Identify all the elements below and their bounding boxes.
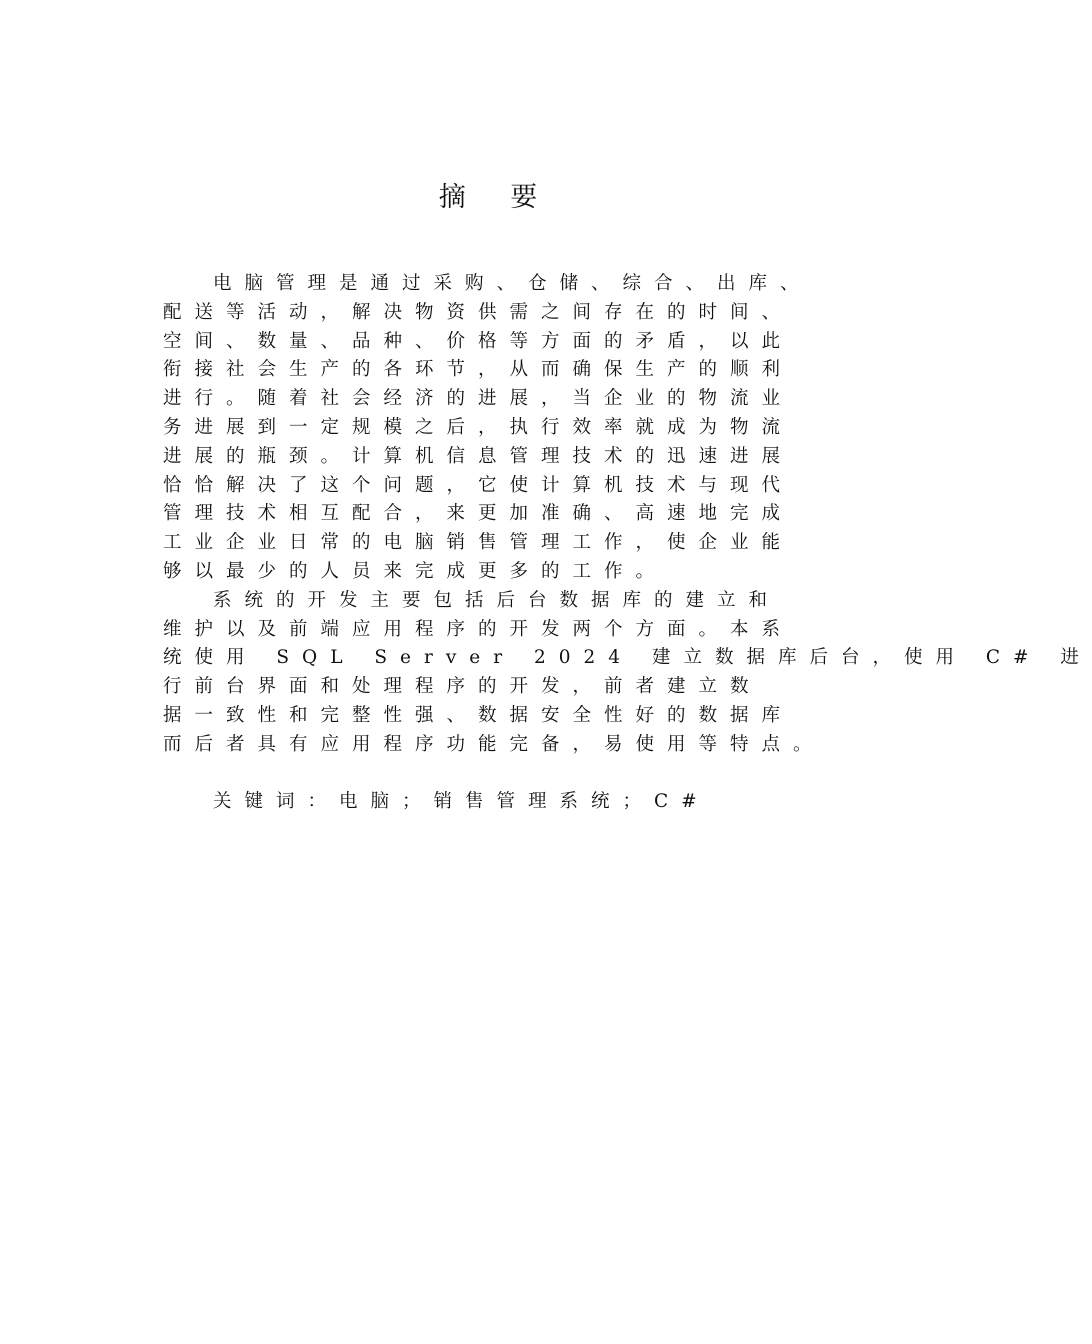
paragraph-line: 据一致性和完整性强、数据安全性好的数据库	[163, 704, 794, 726]
paragraph-line: 配送等活动，解决物资供需之间存在的时间、	[163, 301, 794, 323]
paragraph-line: 维护以及前端应用程序的开发两个方面。本系	[163, 618, 794, 640]
paragraph-line: 系统的开发主要包括后台数据库的建立和	[213, 589, 781, 611]
abstract-body	[163, 270, 1092, 760]
paragraph-line: 空间、数量、品种、价格等方面的矛盾，以此	[163, 330, 794, 352]
keywords-line: 关键词：电脑；销售管理系统；C#	[213, 791, 710, 812]
paragraph-line: 工业企业日常的电脑销售管理工作，使企业能	[163, 532, 794, 554]
paragraph-line: 电脑管理是通过采购、仓储、综合、出库、	[213, 273, 812, 294]
page-title: 摘 要	[438, 182, 556, 213]
paragraph-line: 务进展到一定规模之后，执行效率就成为物流	[163, 416, 794, 438]
paragraph-line: 进行。随着社会经济的进展，当企业的物流业	[163, 388, 794, 410]
paragraph-line: 而后者具有应用程序功能完备，易使用等特点。	[163, 733, 825, 755]
paragraph-line: 行前台界面和处理程序的开发，前者建立数	[163, 676, 762, 698]
paragraph-line: 够以最少的人员来完成更多的工作。	[163, 560, 668, 582]
paragraph-line: 统使用 SQL Server 2024 建立数据库后台，使用 C# 进	[163, 647, 1092, 669]
paragraph-line: 恰恰解决了这个问题，它使计算机技术与现代	[163, 474, 794, 496]
paragraph-line: 衔接社会生产的各环节，从而确保生产的顺利	[163, 359, 794, 381]
paragraph-line: 进展的瓶颈。计算机信息管理技术的迅速进展	[163, 445, 794, 467]
paragraph-line: 管理技术相互配合，来更加准确、高速地完成	[163, 503, 794, 525]
